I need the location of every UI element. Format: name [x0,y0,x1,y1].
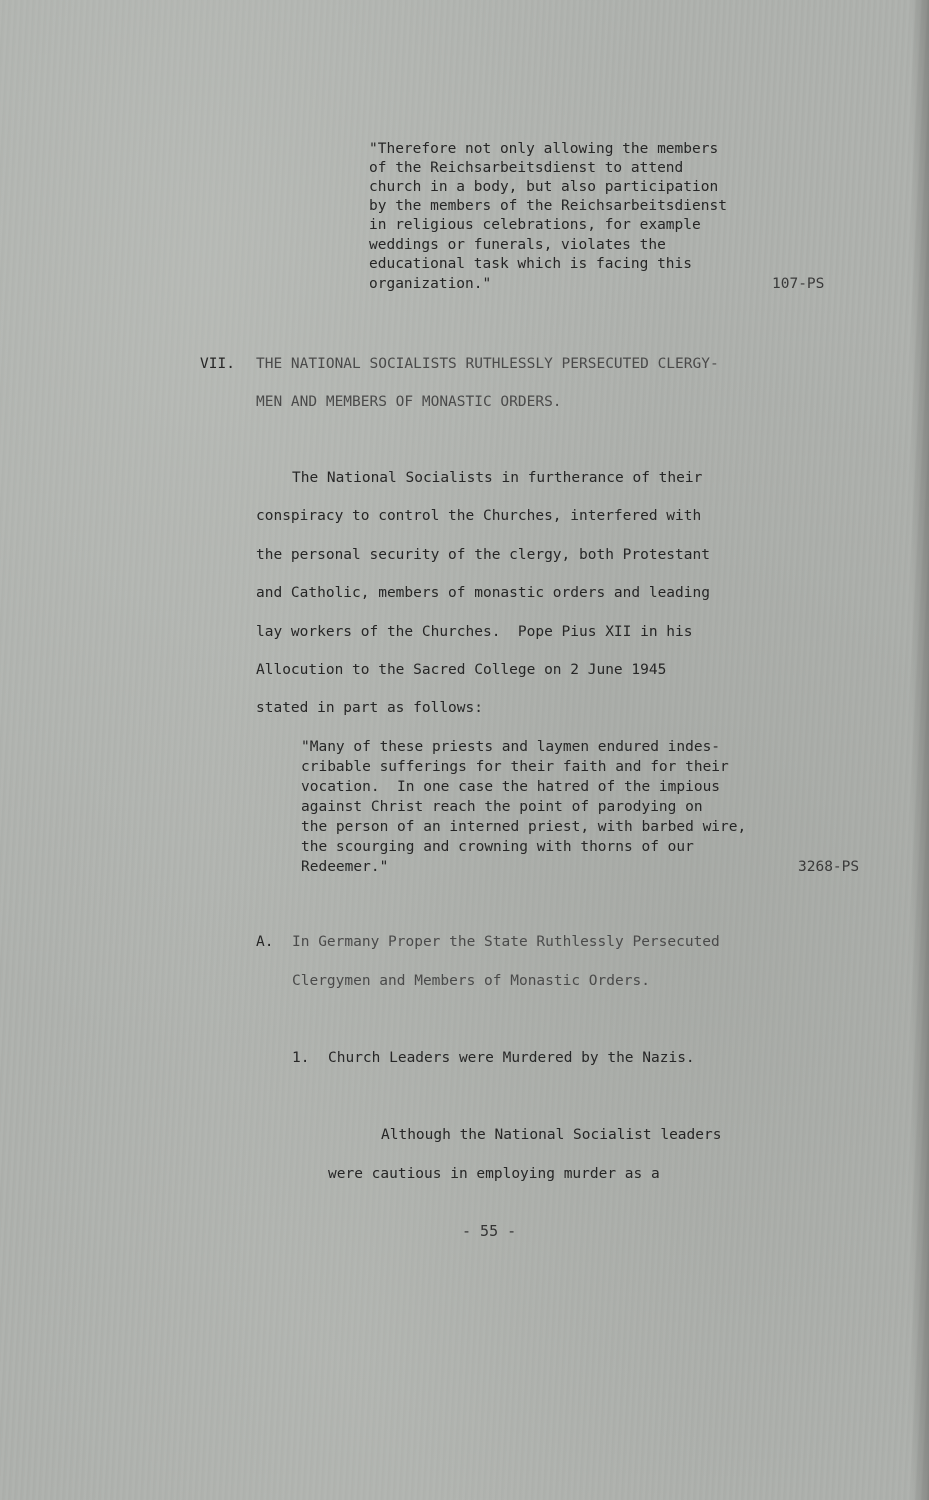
item-heading-text: Church Leaders were Murdered by the Nazis. [328,1050,695,1066]
quote-line: Redeemer." [301,859,389,875]
paragraph-line: Allocution to the Sacred College on 2 June 1945 [256,662,667,678]
quote-line: vocation. In one case the hatred of the impious [301,779,721,795]
page-number: - 55 - [462,1222,517,1240]
paragraph-line: The National Socialists in furtherance of their [292,470,703,486]
quote-line: "Many of these priests and laymen endured indes- [301,739,721,755]
quote-line: organization." [369,276,492,292]
document-reference: 3268-PS [798,859,860,875]
page-edge-shadow [911,0,929,1500]
quote-line: against Christ reach the point of parodying on [301,799,703,815]
paragraph-line: lay workers of the Churches. Pope Pius XII in his [256,624,693,640]
quote-line: "Therefore not only allowing the members [369,141,719,157]
document-reference: 107-PS [772,276,825,292]
subsection-label: A. [256,934,274,950]
quote-line: educational task which is facing this [369,256,693,272]
quote-line: in religious celebrations, for example [369,217,701,233]
paragraph-line: stated in part as follows: [256,700,483,716]
quote-line: the person of an interned priest, with barbed wire, [301,819,747,835]
subsection-heading-line: In Germany Proper the State Ruthlessly Persecuted [292,934,720,950]
paragraph-line: the personal security of the clergy, both Protestant [256,547,710,563]
quote-line: cribable sufferings for their faith and for their [301,759,729,775]
paragraph-line: conspiracy to control the Churches, interfered with [256,508,702,524]
paragraph-line: and Catholic, members of monastic orders and leading [256,585,710,601]
subsection-heading-line: Clergymen and Members of Monastic Orders. [292,973,650,989]
section-numeral: VII. [200,356,235,372]
paragraph-line: were cautious in employing murder as a [328,1166,660,1182]
item-label: 1. [292,1050,310,1066]
quote-line: by the members of the Reichsarbeitsdienst [369,198,727,214]
quote-line: the scourging and crowning with thorns of our [301,839,694,855]
quote-line: weddings or funerals, violates the [369,237,666,253]
paragraph-line: Although the National Socialist leaders [381,1127,722,1143]
quote-line: church in a body, but also participation [369,179,719,195]
quote-line: of the Reichsarbeitsdienst to attend [369,160,684,176]
section-heading-line: THE NATIONAL SOCIALISTS RUTHLESSLY PERSECUTED CLERGY- [256,356,719,372]
section-heading-line: MEN AND MEMBERS OF MONASTIC ORDERS. [256,394,562,410]
